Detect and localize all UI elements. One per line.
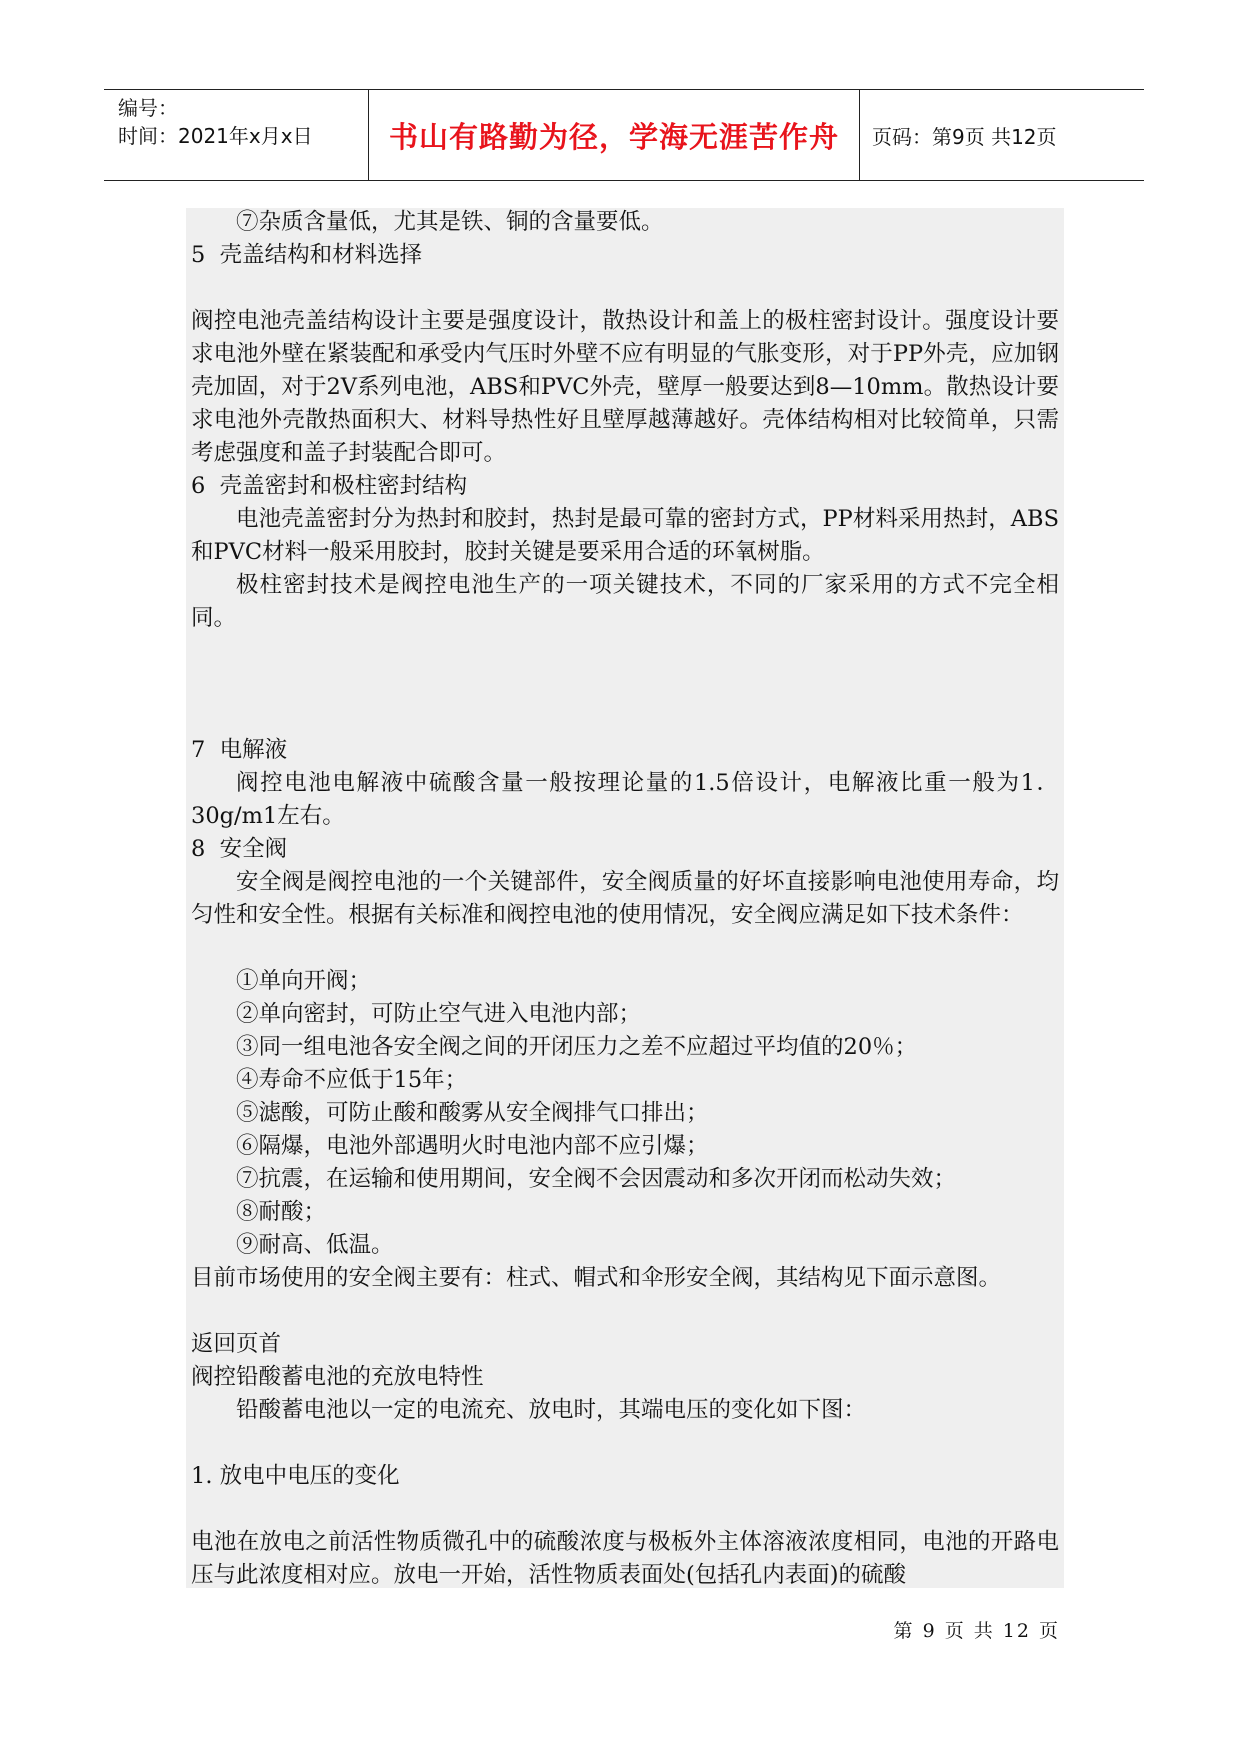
section-heading: 1. 放电中电压的变化 xyxy=(191,1463,400,1489)
paragraph: 目前市场使用的安全阀主要有：柱式、帽式和伞形安全阀，其结构见下面示意图。 xyxy=(191,1265,1002,1291)
section-heading: 7 电解液 xyxy=(191,737,288,763)
motto: 书山有路勤为径，学海无涯苦作舟 xyxy=(369,90,860,180)
section-heading: 5 壳盖结构和材料选择 xyxy=(191,242,423,268)
number-label: 编号： xyxy=(118,96,178,120)
page-info: 页码：第9页 共12页 xyxy=(872,124,1057,149)
list-item: ④寿命不应低于15年； xyxy=(236,1067,468,1093)
list-item: ⑧耐酸； xyxy=(236,1199,327,1225)
list-item: ⑤滤酸，可防止酸和酸雾从安全阀排气口排出； xyxy=(236,1100,709,1126)
list-item: ①单向开阀； xyxy=(236,968,372,994)
header-left-cell xyxy=(104,90,369,180)
page-footer: 第 9 页 共 12 页 xyxy=(893,1620,1060,1642)
back-to-top-link[interactable]: 返回页首 xyxy=(191,1331,282,1357)
list-item: ⑥隔爆，电池外部遇明火时电池内部不应引爆； xyxy=(236,1133,709,1159)
paragraph: 铅酸蓄电池以一定的电流充、放电时，其端电压的变化如下图： xyxy=(236,1397,867,1423)
paragraph: 阀控电池电解液中硫酸含量一般按理论量的1.5倍设计，电解液比重一般为1．30g/m1左右。 xyxy=(191,770,1059,829)
paragraph: 安全阀是阀控电池的一个关键部件，安全阀质量的好坏直接影响电池使用寿命，均匀性和安全性。根据有关标准和阀控电池的使用情况，安全阀应满足如下技术条件： xyxy=(191,869,1059,928)
time-label: 时间：2021年x月x日 xyxy=(118,124,313,148)
page-header xyxy=(104,89,1144,181)
section-heading: 6 壳盖密封和极柱密封结构 xyxy=(191,473,468,499)
list-item: ②单向密封，可防止空气进入电池内部； xyxy=(236,1001,642,1027)
list-item: ③同一组电池各安全阀之间的开闭压力之差不应超过平均值的20％； xyxy=(236,1034,918,1060)
paragraph: 阀控电池壳盖结构设计主要是强度设计，散热设计和盖上的极柱密封设计。强度设计要求电池外壁在紧装配和承受内气压时外壁不应有明显的气胀变形，对于PP外壳，应加钢壳加固，对于2V系列电池，ABS和PVC外壳，壁厚一般要达到8—10mm。散热设计要求电池外壳散热面积大、材料导热性好且壁厚越薄越好。壳体结构相对比较简单，只需考虑强度和盖子封装配合即可。 xyxy=(191,308,1059,466)
section-heading: 8 安全阀 xyxy=(191,836,288,862)
document-body xyxy=(186,208,1064,1588)
list-item: ⑨耐高、低温。 xyxy=(236,1232,394,1258)
paragraph: 极柱密封技术是阀控电池生产的一项关键技术，不同的厂家采用的方式不完全相同。 xyxy=(191,572,1059,631)
paragraph: 电池壳盖密封分为热封和胶封，热封是最可靠的密封方式，PP材料采用热封，ABS和PVC材料一般采用胶封，胶封关键是要采用合适的环氧树脂。 xyxy=(191,506,1059,565)
list-item: ⑦抗震，在运输和使用期间，安全阀不会因震动和多次开闭而松动失效； xyxy=(236,1166,957,1192)
section-heading: 阀控铅酸蓄电池的充放电特性 xyxy=(191,1364,484,1390)
paragraph: ⑦杂质含量低，尤其是铁、铜的含量要低。 xyxy=(236,209,664,235)
paragraph: 电池在放电之前活性物质微孔中的硫酸浓度与极板外主体溶液浓度相同，电池的开路电压与此浓度相对应。放电一开始，活性物质表面处(包括孔内表面)的硫酸 xyxy=(191,1529,1059,1588)
